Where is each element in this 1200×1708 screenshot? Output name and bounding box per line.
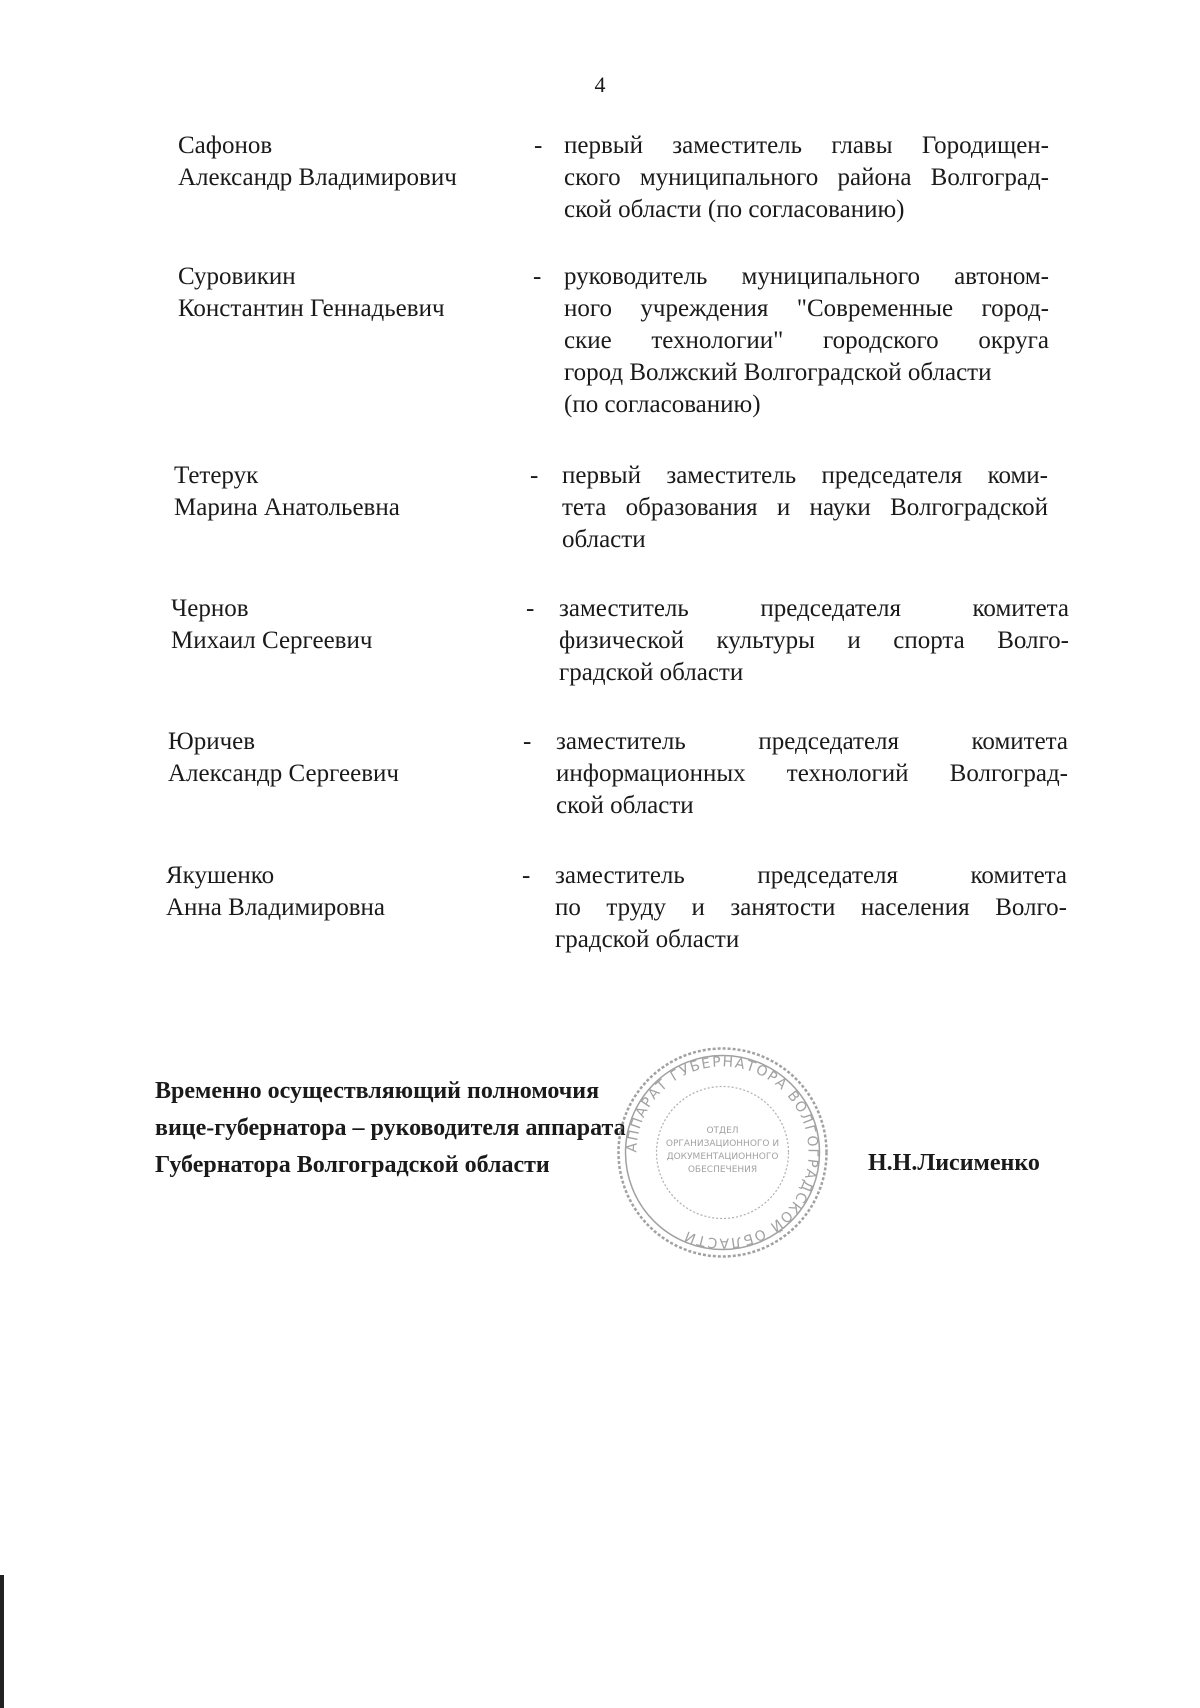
signer-name: Н.Н.Лисименко [868,1150,1040,1176]
member-role [559,593,1069,689]
member-surname: Тетерук [174,462,259,489]
role-line: градской области [559,659,744,686]
member-role [564,130,1049,226]
role-line: области [562,526,646,553]
member-name [174,460,504,524]
member-given-names: Михаил Сергеевич [171,627,373,654]
separator-dash: - [530,462,539,489]
role-line: физической культуры и спорта Волго- [559,627,1069,654]
member-name [178,130,508,194]
member-role [555,860,1067,956]
stamp-inner-line: ОТДЕЛ [706,1126,739,1136]
member-given-names: Анна Владимировна [166,894,385,921]
role-line: первый заместитель председателя коми- [562,462,1048,489]
separator-dash: - [526,595,535,622]
member-given-names: Марина Анатольевна [174,494,400,521]
role-line: ские технологии" городского округа [564,327,1049,354]
member-role [564,261,1049,421]
signature-title-line: вице-губернатора – руководителя аппарата [155,1115,626,1141]
role-line: ской области [556,792,694,819]
official-stamp [610,1040,835,1265]
member-name [178,261,508,325]
separator-dash: - [523,728,532,755]
stamp-inner-line: ОБЕСПЕЧЕНИЯ [687,1165,758,1175]
role-line: заместитель председателя комитета [556,728,1068,755]
role-line: первый заместитель главы Городищен- [564,132,1049,159]
member-role [556,726,1068,822]
stamp-inner-line: ДОКУМЕНТАЦИОННОГО [666,1152,779,1162]
member-surname: Сафонов [178,132,273,159]
member-name [171,593,501,657]
member-name [168,726,498,790]
role-line: ской области (по согласованию) [564,196,905,223]
role-line: заместитель председателя комитета [555,862,1067,889]
stamp-outer-text: АППАРАТ ГУБЕРНАТОРА ВОЛГОГРАДСКОЙ ОБЛАСТИ [624,1054,821,1251]
role-line: информационных технологий Волгоград- [556,760,1068,787]
member-surname: Якушенко [166,862,275,889]
member-role [562,460,1048,556]
member-name [166,860,496,924]
role-line: город Волжский Волгоградской области [564,359,992,386]
role-line: по труду и занятости населения Волго- [555,894,1067,921]
page-number: 4 [594,72,606,97]
role-line: (по согласованию) [564,391,761,418]
member-given-names: Александр Сергеевич [168,760,399,787]
member-surname: Юричев [168,728,256,755]
scan-edge-line [0,1575,4,1708]
role-line: ского муниципального района Волгоград- [564,164,1049,191]
signature-title-line: Временно осуществляющий полномочия [155,1078,600,1104]
signature-title [155,1073,626,1184]
separator-dash: - [534,132,543,159]
role-line: заместитель председателя комитета [559,595,1069,622]
role-line: тета образования и науки Волгоградской [562,494,1048,521]
signature-title-line: Губернатора Волгоградской области [155,1152,550,1178]
separator-dash: - [533,263,542,290]
member-given-names: Константин Геннадьевич [178,295,445,322]
role-line: ного учреждения "Современные город- [564,295,1049,322]
member-surname: Суровикин [178,263,296,290]
member-given-names: Александр Владимирович [178,164,457,191]
member-surname: Чернов [171,595,249,622]
separator-dash: - [522,862,531,889]
role-line: градской области [555,926,740,953]
stamp-inner-line: ОРГАНИЗАЦИОННОГО И [665,1139,780,1149]
role-line: руководитель муниципального автоном- [564,263,1049,290]
